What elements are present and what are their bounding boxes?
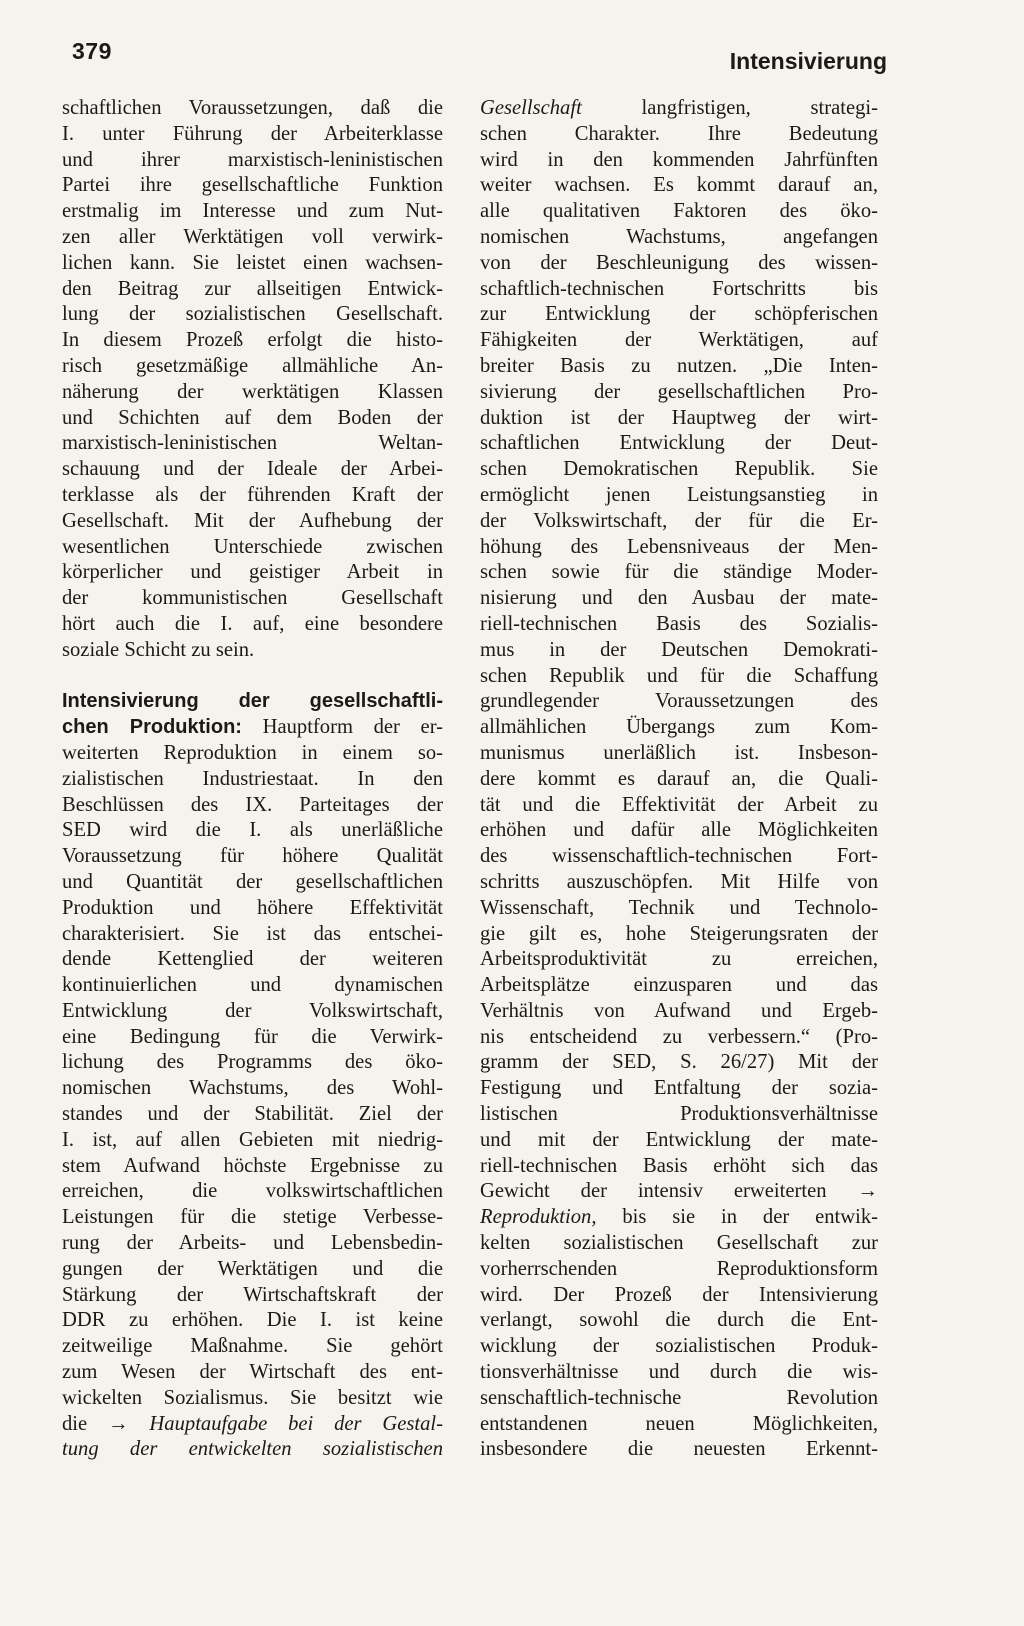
text-line: Partei ihre gesellschaftliche Funktion <box>62 174 443 197</box>
text-line: marxistisch-leninistischen Weltan- <box>62 432 443 455</box>
text-line: charakterisiert. Sie ist das entschei- <box>62 922 443 945</box>
text-line: senschaftlich-technische Revolution <box>480 1386 878 1409</box>
text-line: weiterten Reproduktion in einem so- <box>62 741 443 764</box>
text-line: nomischen Wachstums, des Wohl- <box>62 1077 443 1100</box>
cross-reference-line <box>480 1205 878 1231</box>
entry-heading: Intensivierung der gesellschaftli- <box>62 690 443 713</box>
text-line: allmählichen Übergangs zum Kom- <box>480 716 878 739</box>
text-line: In diesem Prozeß erfolgt die histo- <box>62 329 443 352</box>
text-line: schaftlich-technischen Fortschritts bis <box>480 277 878 300</box>
text-line: weiter wachsen. Es kommt darauf an, <box>480 174 878 197</box>
text-line: standes und der Stabilität. Ziel der <box>62 1103 443 1126</box>
text-line: schaftlichen Entwicklung der Deut- <box>480 432 878 455</box>
text-line: den Beitrag zur allseitigen Entwick- <box>62 277 443 300</box>
text-line: Fähigkeiten der Werktätigen, auf <box>480 329 878 352</box>
entry-heading-line <box>62 715 443 741</box>
text-line: erreichen, die volkswirtschaftlichen <box>62 1180 443 1203</box>
text-line: Leistungen für die stetige Verbesse- <box>62 1206 443 1229</box>
text-line: mus in der Deutschen Demokrati- <box>480 638 878 661</box>
text-line: risch gesetzmäßige allmähliche An- <box>62 354 443 377</box>
text-fragment: Gewicht der intensiv erweiterten <box>480 1180 858 1203</box>
cross-reference[interactable]: Reproduktion, <box>480 1206 597 1229</box>
text-line <box>480 1179 878 1205</box>
text-line: und mit der Entwicklung der mate- <box>480 1128 878 1151</box>
text-line: nis entscheidend zu verbessern.“ (Pro- <box>480 1025 878 1048</box>
page-number: 379 <box>72 38 112 64</box>
text-line: Beschlüssen des IX. Parteitages der <box>62 793 443 816</box>
running-head: Intensivierung <box>729 48 887 74</box>
text-line: nomischen Wachstums, angefangen <box>480 225 878 248</box>
text-line: wird. Der Prozeß der Intensivierung <box>480 1283 878 1306</box>
text-line: Arbeitsplätze einzusparen und das <box>480 974 878 997</box>
text-line: riell-technischen Basis des Sozialis- <box>480 612 878 635</box>
text-fragment: bis sie in der entwik- <box>596 1206 878 1229</box>
text-line: wird in den kommenden Jahrfünften <box>480 148 878 171</box>
text-line: schauung und der Ideale der Arbei- <box>62 458 443 481</box>
text-line: munismus unerläßlich ist. Insbeson- <box>480 741 878 764</box>
text-line: stem Aufwand höchste Ergebnisse zu <box>62 1154 443 1177</box>
text-line: breiter Basis zu nutzen. „Die Inten- <box>480 354 878 377</box>
text-line: Voraussetzung für höhere Qualität <box>62 845 443 868</box>
text-line: entstandenen neuen Möglichkeiten, <box>480 1412 878 1435</box>
text-line: zeitweilige Maßnahme. Sie gehört <box>62 1335 443 1358</box>
text-line: sivierung der gesellschaftlichen Pro- <box>480 380 878 403</box>
text-fragment: die <box>62 1412 108 1435</box>
text-line: ermöglicht jenen Leistungsanstieg in <box>480 483 878 506</box>
text-line <box>480 96 878 122</box>
text-line: der Volkswirtschaft, der für die Er- <box>480 509 878 532</box>
cross-reference-continued[interactable]: tung der entwickelten sozialistischen <box>62 1438 443 1461</box>
text-line: höhung des Lebensniveaus der Men- <box>480 535 878 558</box>
text-line: der kommunistischen Gesellschaft <box>62 587 443 610</box>
text-line: wickelten Sozialismus. Sie besitzt wie <box>62 1386 443 1409</box>
text-line: soziale Schicht zu sein. <box>62 638 255 661</box>
text-line: wicklung der sozialistischen Produk- <box>480 1335 878 1358</box>
text-line: eine Bedingung für die Verwirk- <box>62 1025 443 1048</box>
text-line: schen Republik und für die Schaffung <box>480 664 878 687</box>
text-line: und Schichten auf dem Boden der <box>62 406 443 429</box>
text-line: schritts auszuschöpfen. Mit Hilfe von <box>480 870 878 893</box>
text-line: gramm der SED, S. 26/27) Mit der <box>480 1051 878 1074</box>
text-line: und Quantität der gesellschaftlichen <box>62 870 443 893</box>
text-line: lung der sozialistischen Gesellschaft. <box>62 303 443 326</box>
text-line: Festigung und Entfaltung der sozia- <box>480 1077 878 1100</box>
text-line: I. unter Führung der Arbeiterklasse <box>62 122 443 145</box>
text-line: kelten sozialistischen Gesellschaft zur <box>480 1232 878 1255</box>
text-line: erhöhen und dafür alle Möglichkeiten <box>480 819 878 842</box>
text-line: lichung des Programms des öko- <box>62 1051 443 1074</box>
text-line: Arbeitsproduktivität zu erreichen, <box>480 948 878 971</box>
text-line: terklasse als der führenden Kraft der <box>62 483 443 506</box>
text-line: vorherrschenden Reproduktionsform <box>480 1257 878 1280</box>
right-column <box>480 96 878 1463</box>
entry-definition-start: Hauptform der er- <box>241 716 443 739</box>
text-line: Produktion und höhere Effektivität <box>62 896 443 919</box>
arrow-icon: → <box>108 1412 129 1435</box>
text-line: schen Charakter. Ihre Bedeutung <box>480 122 878 145</box>
text-line: lichen kann. Sie leistet einen wachsen- <box>62 251 443 274</box>
text-line: schen sowie für die ständige Moder- <box>480 561 878 584</box>
text-line: und ihrer marxistisch-leninistischen <box>62 148 443 171</box>
text-line: tät und die Effektivität der Arbeit zu <box>480 793 878 816</box>
text-line: grundlegender Voraussetzungen des <box>480 690 878 713</box>
text-line: körperlicher und geistiger Arbeit in <box>62 561 443 584</box>
text-line: Stärkung der Wirtschaftskraft der <box>62 1283 443 1306</box>
text-line: dere kommt es darauf an, die Quali- <box>480 767 878 790</box>
text-line: von der Beschleunigung des wissen- <box>480 251 878 274</box>
text-line: erstmalig im Interesse und zum Nut- <box>62 200 443 223</box>
text-line: zialistischen Industriestaat. In den <box>62 767 443 790</box>
cross-reference[interactable]: Hauptaufgabe bei der Gestal- <box>128 1412 443 1435</box>
text-line: dende Kettenglied der weiteren <box>62 948 443 971</box>
text-line: verlangt, sowohl die durch die Ent- <box>480 1309 878 1332</box>
text-line: Gesellschaft. Mit der Aufhebung der <box>62 509 443 532</box>
text-line: nisierung und den Ausbau der mate- <box>480 587 878 610</box>
cross-reference-line <box>62 1412 443 1438</box>
text-line: schaftlichen Voraussetzungen, daß die <box>62 97 443 119</box>
entry-heading-continued: chen Produktion: <box>62 716 242 739</box>
text-line: zur Entwicklung der schöpferischen <box>480 303 878 326</box>
text-line: Verhältnis von Aufwand und Ergeb- <box>480 999 878 1022</box>
text-line: I. ist, auf allen Gebieten mit niedrig- <box>62 1128 443 1151</box>
text-line: tionsverhältnisse und durch die wis- <box>480 1361 878 1384</box>
text-line: zum Wesen der Wirtschaft des ent- <box>62 1361 443 1384</box>
text-line: listischen Produktionsverhältnisse <box>480 1103 878 1126</box>
text-line: rung der Arbeits- und Lebensbedin- <box>62 1232 443 1255</box>
text-line: zen aller Werktätigen voll verwirk- <box>62 225 443 248</box>
left-column <box>62 96 443 1463</box>
text-line: insbesondere die neuesten Erkennt- <box>480 1438 878 1461</box>
text-line: Wissenschaft, Technik und Technolo- <box>480 896 878 919</box>
text-line: DDR zu erhöhen. Die I. ist keine <box>62 1309 443 1332</box>
text-line: alle qualitativen Faktoren des öko- <box>480 200 878 223</box>
text-line: gie gilt es, hohe Steigerungsraten der <box>480 922 878 945</box>
text-line: hört auch die I. auf, eine besondere <box>62 612 443 635</box>
text-line: duktion ist der Hauptweg der wirt- <box>480 406 878 429</box>
cross-reference-end[interactable]: Gesellschaft <box>480 97 582 119</box>
text-fragment: langfristigen, strategi- <box>581 97 878 119</box>
text-line: gungen der Werktätigen und die <box>62 1257 443 1280</box>
text-line: Entwicklung der Volkswirtschaft, <box>62 999 443 1022</box>
text-line: riell-technischen Basis erhöht sich das <box>480 1154 878 1177</box>
arrow-icon: → <box>857 1180 878 1203</box>
paragraph-gap <box>62 664 443 690</box>
text-line: kontinuierlichen und dynamischen <box>62 974 443 997</box>
text-line: schen Demokratischen Republik. Sie <box>480 458 878 481</box>
text-line: näherung der werktätigen Klassen <box>62 380 443 403</box>
text-line: wesentlichen Unterschiede zwischen <box>62 535 443 558</box>
text-line: SED wird die I. als unerläßliche <box>62 819 443 842</box>
text-line: des wissenschaftlich-technischen Fort- <box>480 845 878 868</box>
